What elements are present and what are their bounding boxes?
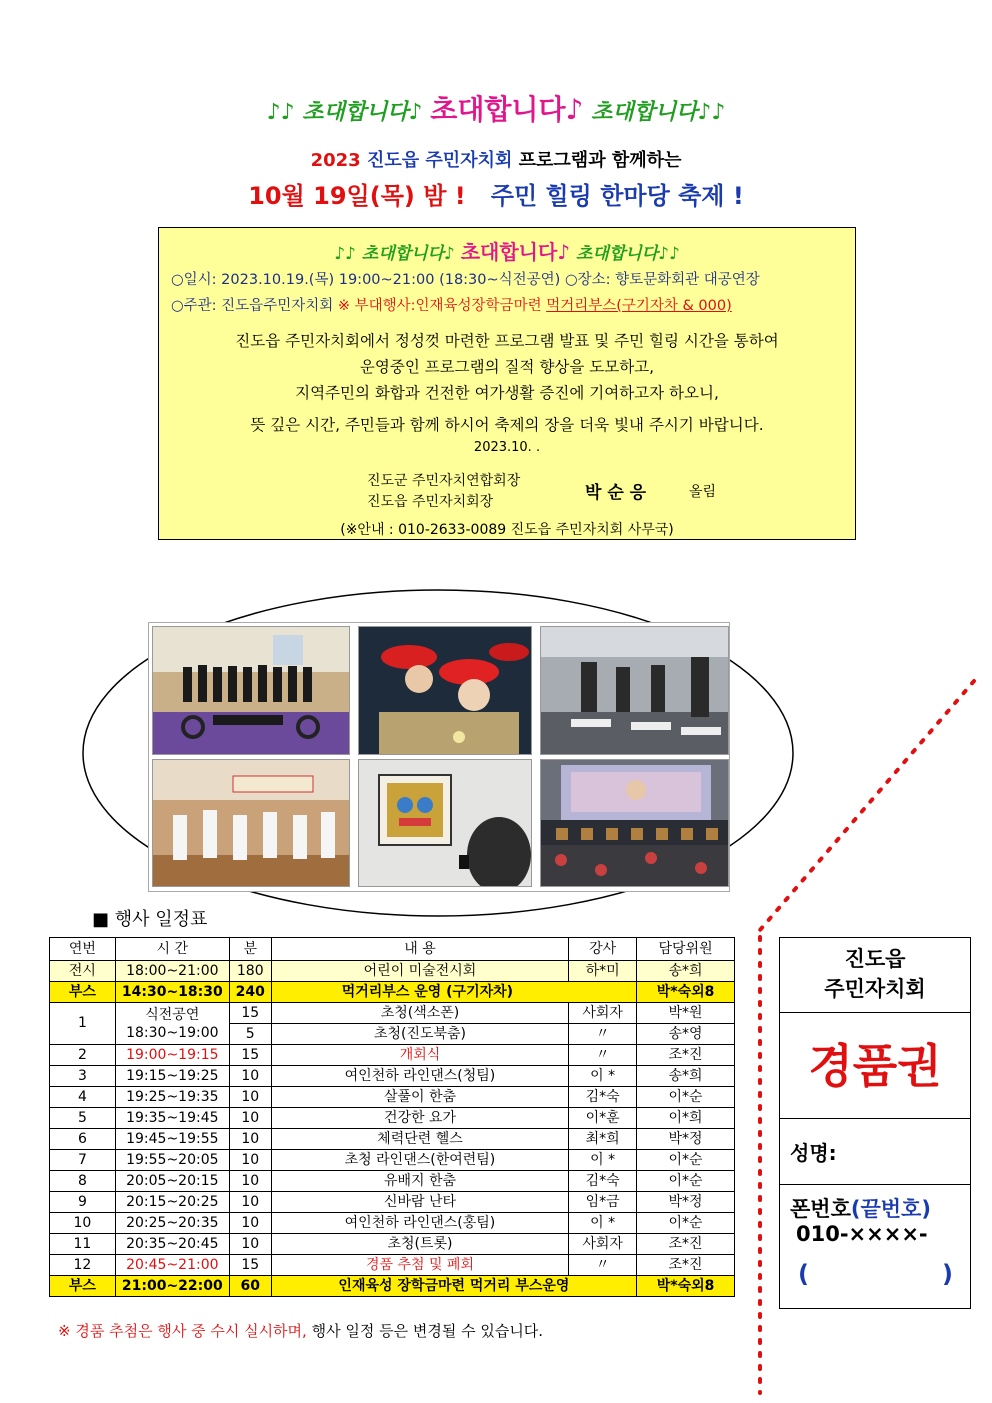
date-label: ○일시: <box>171 272 217 288</box>
box-invite-banner <box>159 236 855 265</box>
row-time: 19:25~19:35 <box>115 1087 229 1108</box>
row-time: 20:15~20:25 <box>115 1192 229 1213</box>
row-content: 경품 추첨 및 폐회 <box>271 1255 568 1276</box>
side-event-label: ※ 부대행사:인재육성장학금마련 <box>337 298 542 314</box>
box-invite-small-right: 초대합니다♪♪ <box>575 244 680 264</box>
table-row <box>50 1066 735 1087</box>
event-date-place <box>171 268 760 289</box>
row-staff: 송*영 <box>637 1024 735 1045</box>
row-lecturer: 이*훈 <box>569 1108 637 1129</box>
fan-dance-stage-photo <box>152 759 350 887</box>
side-event-value: 먹거리부스(구기자차 & 000) <box>546 298 732 314</box>
row-content: 건강한 요가 <box>271 1108 568 1129</box>
row-no: 9 <box>50 1192 116 1213</box>
row-no: 5 <box>50 1108 116 1129</box>
row-no: 2 <box>50 1045 116 1066</box>
row-min: 10 <box>229 1150 271 1171</box>
row-time: 21:00~22:00 <box>115 1276 229 1297</box>
coupon-org-line2: 주민자치회 <box>824 977 926 1001</box>
row-staff: 조*진 <box>637 1255 735 1276</box>
row-staff: 이*순 <box>637 1171 735 1192</box>
row-min: 5 <box>229 1024 271 1045</box>
row-min: 60 <box>229 1276 271 1297</box>
table-row <box>50 1045 735 1066</box>
col-header-lecturer: 강사 <box>569 938 637 961</box>
row-no: 8 <box>50 1171 116 1192</box>
row-content: 신바람 난타 <box>271 1192 568 1213</box>
row-no: 10 <box>50 1213 116 1234</box>
phone-close-paren: ) <box>942 1260 953 1288</box>
table-row <box>50 1003 735 1024</box>
body-line: 진도읍 주민자치회에서 정성껏 마련한 프로그램 발표 및 주민 힐링 시간을 통하여 <box>235 332 779 350</box>
row-staff: 조*진 <box>637 1045 735 1066</box>
row-no: 3 <box>50 1066 116 1087</box>
invite-small-left: ♪♪ 초대합니다♪ <box>266 100 423 125</box>
row-lecturer: 〃 <box>569 1024 637 1045</box>
sender-suffix: 올림 <box>689 484 717 500</box>
table-row <box>50 982 735 1003</box>
col-header-time: 시 간 <box>115 938 229 961</box>
invite-banner <box>0 88 992 128</box>
row-no: 전시 <box>50 961 116 982</box>
sender-titles <box>367 471 520 513</box>
event-title <box>0 176 992 211</box>
table-row <box>50 1276 735 1297</box>
phone-open-paren: ( <box>798 1260 809 1288</box>
coupon-phone-prefix: 010-××××- <box>796 1222 928 1246</box>
row-content: 먹거리부스 운영 (구기자차) <box>271 982 636 1003</box>
row-time: 20:05~20:15 <box>115 1171 229 1192</box>
yoga-class-photo <box>152 626 350 755</box>
subtitle-rest: 프로그램과 함께하는 <box>518 150 682 171</box>
row-min: 10 <box>229 1171 271 1192</box>
place-value: 향토문화회관 대공연장 <box>615 272 760 288</box>
row-min: 15 <box>229 1003 271 1024</box>
col-header-min: 분 <box>229 938 271 961</box>
row-staff: 이*순 <box>637 1087 735 1108</box>
table-row <box>50 961 735 982</box>
row-content: 체력단련 헬스 <box>271 1129 568 1150</box>
invite-small-right: 초대합니다♪♪ <box>591 100 726 125</box>
row-content: 여인천하 라인댄스(청팀) <box>271 1066 568 1087</box>
coupon-phone-label <box>790 1193 931 1223</box>
row-staff: 박*숙외8 <box>637 982 735 1003</box>
outdoor-drum-performance-photo <box>540 759 729 887</box>
row-no: 6 <box>50 1129 116 1150</box>
row-no: 1 <box>50 1003 116 1045</box>
invitation-box <box>158 227 856 540</box>
row-time: 20:45~21:00 <box>115 1255 229 1276</box>
row-lecturer: 임*금 <box>569 1192 637 1213</box>
row-content: 초청(트롯) <box>271 1234 568 1255</box>
box-invite-big: 초대합니다♪ <box>460 240 571 264</box>
row-time: 20:35~20:45 <box>115 1234 229 1255</box>
row-content: 유배지 한춤 <box>271 1171 568 1192</box>
table-row <box>50 1129 735 1150</box>
phone-hint: (끝번호) <box>850 1197 931 1221</box>
host-value: 진도읍주민자치회 <box>221 298 334 314</box>
row-min: 10 <box>229 1213 271 1234</box>
row-content: 살풀이 한춤 <box>271 1087 568 1108</box>
footnote-red: ※ 경품 추첨은 행사 중 수시 실시하며, <box>58 1322 307 1340</box>
row-staff: 이*순 <box>637 1213 735 1234</box>
table-header-row <box>50 938 735 961</box>
row-min: 10 <box>229 1129 271 1150</box>
row-content: 초청(진도북춤) <box>271 1024 568 1045</box>
row-content: 여인천하 라인댄스(홍팀) <box>271 1213 568 1234</box>
row-staff: 송*희 <box>637 1066 735 1087</box>
row-time-text: 식전공연 18:30~19:00 <box>126 1006 219 1041</box>
subtitle-line <box>0 146 992 172</box>
body-line: 지역주민의 화합과 건전한 여가생활 증진에 기여하고자 하오니, <box>295 384 719 402</box>
footnote-black: 행사 일정 등은 변경될 수 있습니다. <box>311 1322 544 1340</box>
row-time <box>115 1003 229 1045</box>
row-staff: 송*희 <box>637 961 735 982</box>
row-staff: 박*정 <box>637 1192 735 1213</box>
row-lecturer: 이 * <box>569 1213 637 1234</box>
row-min: 10 <box>229 1108 271 1129</box>
col-header-staff: 담당위원 <box>637 938 735 961</box>
invitation-body <box>159 328 855 438</box>
host-label: ○주관: <box>171 298 217 314</box>
body-line: 뜻 깊은 시간, 주민들과 함께 하시어 축제의 장을 더욱 빛내 주시기 바랍니다. <box>250 416 764 434</box>
table-row <box>50 1213 735 1234</box>
row-lecturer: 〃 <box>569 1045 637 1066</box>
step-aerobics-photo <box>540 626 729 755</box>
row-content: 인재육성 장학금마련 먹거리 부스운영 <box>271 1276 636 1297</box>
table-row <box>50 1087 735 1108</box>
row-lecturer: 〃 <box>569 1255 637 1276</box>
sender-title-1: 진도군 주민자치연합회장 <box>367 473 521 489</box>
row-time: 19:45~19:55 <box>115 1129 229 1150</box>
row-no: 부스 <box>50 1276 116 1297</box>
row-min: 15 <box>229 1045 271 1066</box>
row-staff: 박*원 <box>637 1003 735 1024</box>
row-content: 개회식 <box>271 1045 568 1066</box>
event-name: 주민 힐링 한마당 축제 ! <box>490 182 744 210</box>
row-min: 240 <box>229 982 271 1003</box>
row-min: 10 <box>229 1066 271 1087</box>
row-min: 10 <box>229 1234 271 1255</box>
row-lecturer: 김*숙 <box>569 1087 637 1108</box>
row-no: 11 <box>50 1234 116 1255</box>
row-staff: 박*숙외8 <box>637 1276 735 1297</box>
art-exhibition-viewer-photo <box>358 759 532 887</box>
row-lecturer: 사회자 <box>569 1234 637 1255</box>
table-row <box>50 1234 735 1255</box>
row-staff: 조*진 <box>637 1234 735 1255</box>
table-row <box>50 1171 735 1192</box>
row-time: 19:35~19:45 <box>115 1108 229 1129</box>
event-host <box>171 294 732 315</box>
coupon-name-label: 성명: <box>780 1119 970 1185</box>
contact-info: (※안내 : 010-2633-0089 진도읍 주민자치회 사무국) <box>340 522 674 538</box>
row-no: 12 <box>50 1255 116 1276</box>
schedule-title: ■ 행사 일정표 <box>92 909 208 930</box>
row-staff: 박*정 <box>637 1129 735 1150</box>
row-time: 14:30~18:30 <box>115 982 229 1003</box>
written-date: 2023.10. . <box>473 440 541 455</box>
body-line: 운영중인 프로그램의 질적 향상을 도모하고, <box>359 358 655 376</box>
row-lecturer: 이 * <box>569 1066 637 1087</box>
coupon-title: 경품권 <box>780 1013 970 1119</box>
invite-big: 초대합니다♪ <box>430 93 584 126</box>
row-no: 부스 <box>50 982 116 1003</box>
sender-name: 박 순 응 <box>585 483 647 503</box>
event-date: 10월 19일(목) 밤 ! <box>248 182 466 210</box>
row-no: 4 <box>50 1087 116 1108</box>
table-row <box>50 1192 735 1213</box>
col-header-content: 내 용 <box>271 938 568 961</box>
row-no: 7 <box>50 1150 116 1171</box>
row-min: 15 <box>229 1255 271 1276</box>
box-invite-small-left: ♪♪ 초대합니다♪ <box>334 244 455 264</box>
coupon-org <box>780 938 970 1013</box>
table-row <box>50 1255 735 1276</box>
schedule-table <box>49 937 735 1297</box>
row-time: 19:15~19:25 <box>115 1066 229 1087</box>
col-header-no: 연번 <box>50 938 116 961</box>
row-min: 180 <box>229 961 271 982</box>
row-min: 10 <box>229 1192 271 1213</box>
row-min: 10 <box>229 1087 271 1108</box>
row-time: 19:55~20:05 <box>115 1150 229 1171</box>
row-content: 초청(색소폰) <box>271 1003 568 1024</box>
row-lecturer: 김*숙 <box>569 1171 637 1192</box>
row-lecturer: 사회자 <box>569 1003 637 1024</box>
row-content: 어린이 미술전시회 <box>271 961 568 982</box>
row-content: 초청 라인댄스(한여련팀) <box>271 1150 568 1171</box>
row-time: 18:00~21:00 <box>115 961 229 982</box>
table-row <box>50 1150 735 1171</box>
row-lecturer: 최*희 <box>569 1129 637 1150</box>
row-time: 19:00~19:15 <box>115 1045 229 1066</box>
subtitle-year: 2023 <box>310 150 361 171</box>
phone-label: 폰번호 <box>790 1197 851 1221</box>
prize-coupon <box>779 937 971 1309</box>
sender-title-2: 진도읍 주민자치회장 <box>367 494 494 510</box>
row-staff: 이*순 <box>637 1150 735 1171</box>
subtitle-org: 진도읍 주민자치회 <box>366 150 513 171</box>
place-label: ○장소: <box>564 272 611 288</box>
date-value: 2023.10.19.(목) 19:00~21:00 (18:30~식전공연) <box>221 272 561 288</box>
row-time: 20:25~20:35 <box>115 1213 229 1234</box>
coupon-org-line1: 진도읍 <box>844 947 906 971</box>
row-staff: 이*희 <box>637 1108 735 1129</box>
table-row <box>50 1108 735 1129</box>
row-lecturer: 하*미 <box>569 961 637 982</box>
schedule-footnote <box>58 1320 543 1341</box>
red-hat-performers-photo <box>358 626 532 755</box>
row-lecturer: 이 * <box>569 1150 637 1171</box>
